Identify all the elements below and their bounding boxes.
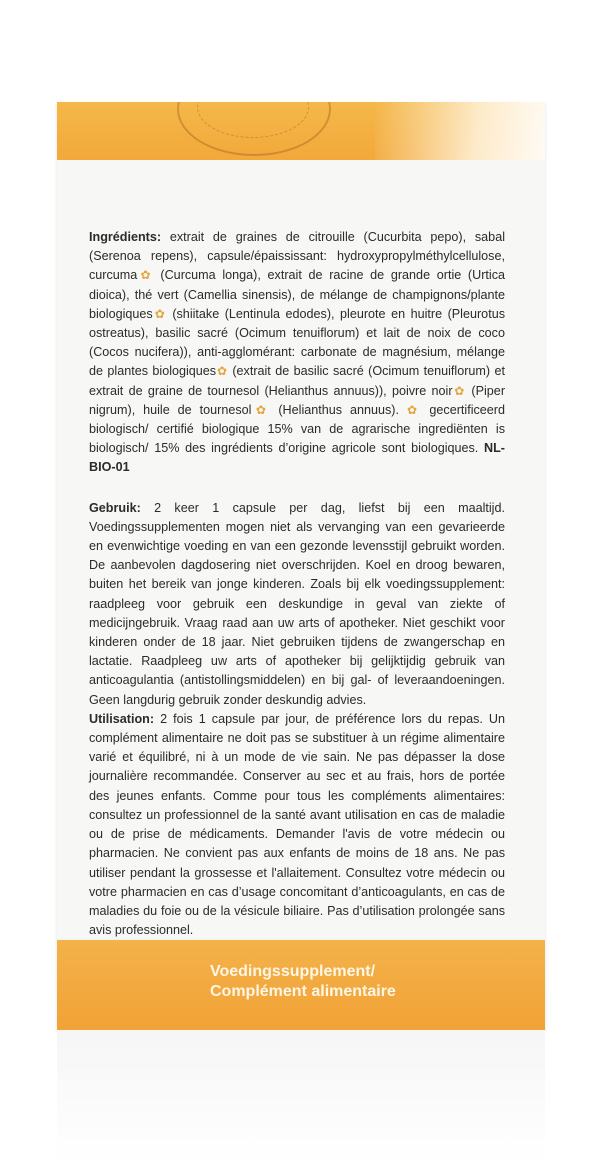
utilisation-text: 2 fois 1 capsule par jour, de préférence lors du repas. Un complément alimentaire ne doit pas se substituer à un régime alimentaire varié et équilibré, ni à un mode de vie sain. Ne pas dépasser la dose journalière recommandée. Conserver au sec et au frais, hors de portée des jeunes enfants. Comme pour tous les compléments alimentaires: consultez un professionnel de la santé avant utilisation en cas de maladie ou de prise de médicaments. Demander l'avis de votre médecin ou pharmacien. Ne convient pas aux enfants de moins de 18 ans. Ne pas utiliser pendant la grossesse et l'allaitement. Consultez votre médecin ou votre pharmacien en cas d’usage concomitant d’anticoagulants, en cas de maladies du foie ou de la vésicule biliaire. Pas d’utilisation prolongée sans avis professionnel. (89, 711, 505, 938)
organic-symbol-icon: ✿ (452, 383, 467, 398)
organic-symbol-icon: ✿ (137, 268, 154, 283)
ingredients-text-7: gecertificeerd biologisch/ certifié biologique 15% van de agrarische ingrediënten is biologisch/ 15% des ingrédients d’origine agricole sont biologiques. (89, 402, 505, 456)
flap-highlight (375, 102, 545, 160)
utilisation-label: Utilisation: (89, 711, 155, 726)
ingredients-paragraph (89, 228, 505, 478)
supplement-type-fr: Complément alimentaire (210, 983, 396, 1000)
ingredients-text-2: (Curcuma longa), extrait de racine de grande ortie (Urtica dioica), thé vert (Camellia sinensis), de mélange de champignons/plante biologiques (89, 268, 506, 321)
ornament-logo (177, 102, 331, 156)
organic-certification-code: NL-BIO-01 (89, 441, 505, 475)
organic-symbol-icon: ✿ (406, 402, 422, 417)
label-text (89, 228, 505, 961)
organic-symbol-icon: ✿ (152, 306, 167, 321)
supplement-type-label (210, 962, 396, 1002)
ingredients-text-1: extrait de graines de citrouille (Cucurbita pepo), sabal (Serenoa repens), capsule/épaississant: hydroxypropylméthylcellulose, curcuma (89, 230, 505, 283)
bottom-band (57, 940, 545, 1030)
ingredients-label: Ingrédients: (89, 230, 162, 244)
ingredients-text-6: (Helianthus annuus). (270, 402, 407, 417)
box-base-reflection (57, 1030, 545, 1164)
ingredients-text-5: (Piper nigrum), huile de tournesol (89, 383, 506, 417)
top-flap (57, 102, 545, 160)
supplement-box (57, 102, 545, 1030)
gebruik-paragraph (89, 499, 505, 710)
organic-symbol-icon: ✿ (251, 402, 271, 417)
organic-symbol-icon: ✿ (216, 364, 228, 379)
utilisation-paragraph (89, 710, 505, 940)
ingredients-text-3: (shiitake (Lentinula edodes), pleurote en huitre (Pleurotus ostreatus), basilic sacré (Ocimum tenuiflorum) et lait de noix de coco (Cocos nucifera)), anti-agglomérant: carbonate de magnésium, mélange de plantes biologiques (89, 306, 505, 379)
supplement-type-nl: Voedingssupplement/ (210, 963, 376, 980)
gebruik-label: Gebruik: (89, 500, 141, 515)
ingredients-text-4: (extrait de basilic sacré (Ocimum tenuiflorum) et extrait de graine de tournesol (Helianthus annuus)), poivre noir (89, 364, 505, 398)
gebruik-text: 2 keer 1 capsule per dag, liefst bij een maaltijd. Voedingssupplementen mogen niet als vervanging van een gevarieerde en evenwichtige voeding en van een gezonde levensstijl gebruikt worden. De aanbevolen dagdosering niet overschrijden. Koel en droog bewaren, buiten het bereik van jonge kinderen. Zoals bij elk voedingssupplement: raadpleeg voor gebruik een deskundige in geval van ziekte of medicijngebruik. Vraag raad aan uw arts of apotheker. Niet geschikt voor kinderen onder de 18 jaar. Niet gebruiken tijdens de zwangerschap en lactatie. Raadpleeg uw arts of apotheker bij gelijktijdig gebruik van anticoagulantia (antistollingsmiddelen) en bij gal- of leveraandoeningen. Geen langdurig gebruik zonder deskundig advies. (89, 500, 505, 707)
